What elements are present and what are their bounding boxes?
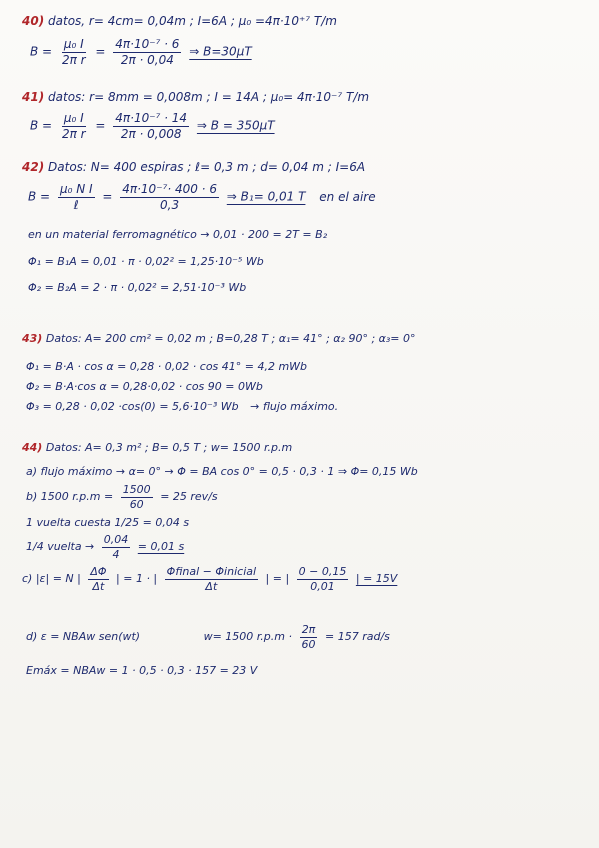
c-mid2: | = | <box>265 572 290 586</box>
problem-43-phi1: Φ₁ = B·A · cos α = 0,28 · 0,02 · cos 41° = 4,2 mWb <box>26 360 308 373</box>
problem-40-equation <box>30 38 599 66</box>
b-rhs: = 25 rev/s <box>160 490 218 504</box>
fraction-denominator: 2π r <box>61 52 86 67</box>
problem-42-given-line <box>22 160 599 174</box>
problem-43-given: Datos: A= 200 cm² = 0,02 m ; B=0,28 T ; α₁= 41° ; α₂ 90° ; α₃= 0° <box>45 332 416 345</box>
problem-43-phi3-note: → flujo máximo. <box>250 400 339 413</box>
fraction-denominator: 60 <box>129 497 144 511</box>
fraction <box>165 566 258 592</box>
problem-42-result-note: en el aire <box>319 189 376 204</box>
fraction-denominator: 2π · 0,008 <box>120 126 182 141</box>
cuarto-rhs: = 0,01 s <box>137 540 185 554</box>
cuarto-lhs: 1/4 vuelta → <box>26 540 95 554</box>
problem-42-phi1: Φ₁ = B₁A = 0,01 · π · 0,02² = 1,25·10⁻⁵ Wb <box>28 255 264 268</box>
fraction-denominator: 0,3 <box>160 197 180 212</box>
fraction-numerator: 1500 <box>122 483 151 496</box>
equals-sign: = <box>95 44 106 59</box>
problem-44-d-line <box>26 624 599 650</box>
problem-44-d: d) ε = NBAw sen(wt) <box>26 630 141 644</box>
fraction-numerator: μ₀ N I <box>59 182 93 196</box>
fraction-denominator: 0,01 <box>310 579 335 593</box>
fraction-numerator: 0 − 0,15 <box>298 565 347 578</box>
fraction-numerator: ΔΦ <box>90 565 107 578</box>
problem-41-equation <box>30 112 599 140</box>
fraction-numerator: 4π·10⁻⁷· 400 · 6 <box>122 182 217 196</box>
fraction-denominator: 4 <box>112 547 120 561</box>
equation-lhs: B = <box>30 118 53 133</box>
problem-44-emax: Emáx = NBAw = 1 · 0,5 · 0,3 · 157 = 23 V <box>26 664 258 677</box>
problem-43-label: 43) <box>22 332 43 345</box>
fraction-numerator: μ₀ I <box>63 37 84 51</box>
problem-41-given-line <box>22 90 599 104</box>
problem-42-given: Datos: N= 400 espiras ; ℓ= 0,3 m ; d= 0,04 m ; I=6A <box>48 160 366 174</box>
fraction-numerator: μ₀ I <box>63 111 84 125</box>
fraction <box>120 183 219 211</box>
fraction <box>297 566 349 592</box>
fraction-denominator: Δt <box>205 579 218 593</box>
equation-lhs: B = <box>28 189 51 204</box>
problem-42-phi2: Φ₂ = B₂A = 2 · π · 0,02² = 2,51·10⁻³ Wb <box>28 281 247 294</box>
equation-lhs: B = <box>30 44 53 59</box>
problem-40-given: datos, r= 4cm= 0,04m ; I=6A ; μ₀ =4π·10⁺⁷ T/m <box>48 14 337 28</box>
problem-43-phi3-line <box>26 400 599 413</box>
fraction-numerator: 0,04 <box>103 533 129 546</box>
fraction <box>88 566 108 592</box>
fraction-denominator: 60 <box>301 637 316 651</box>
fraction-numerator: 4π·10⁻⁷ · 6 <box>115 37 180 51</box>
problem-41-label: 41) <box>22 90 45 104</box>
w-rhs: = 157 rad/s <box>325 630 390 644</box>
c-lhs: c) |ε| = N | <box>22 572 81 586</box>
fraction <box>300 624 318 650</box>
fraction <box>60 112 88 140</box>
fraction <box>113 38 181 66</box>
problem-44-cuarto <box>26 534 599 560</box>
problem-44-given: Datos: A= 0,3 m² ; B= 0,5 T ; w= 1500 r.p.m <box>45 441 293 454</box>
fraction-denominator: ℓ <box>73 197 79 212</box>
fraction-numerator: 2π <box>301 623 316 636</box>
problem-40-label: 40) <box>22 14 45 28</box>
fraction <box>60 38 88 66</box>
equals-sign: = <box>102 189 113 204</box>
problem-44-b <box>26 484 599 510</box>
equals-sign: = <box>95 118 106 133</box>
fraction-numerator: 4π·10⁻⁷ · 14 <box>115 111 188 125</box>
problem-44-given-line <box>22 441 599 454</box>
problem-41-result: ⇒ B = 350μT <box>196 118 275 133</box>
w-lhs: w= 1500 r.p.m · <box>203 630 292 644</box>
fraction-denominator: 2π r <box>61 126 86 141</box>
problem-42-equation <box>28 183 599 211</box>
c-rhs: | = 15V <box>355 572 398 586</box>
problem-40-result: ⇒ B=30μT <box>189 44 252 59</box>
problem-41-given: datos: r= 8mm = 0,008m ; I = 14A ; μ₀= 4π·10⁻⁷ T/m <box>48 90 370 104</box>
problem-44-c <box>22 566 599 592</box>
problem-42-result: ⇒ B₁= 0,01 T <box>226 189 306 204</box>
c-mid: | = 1 · | <box>116 572 158 586</box>
problem-43-given-line <box>22 332 599 345</box>
fraction <box>113 112 189 140</box>
fraction-numerator: Φfinal − Φinicial <box>166 565 257 578</box>
problem-40-given-line <box>22 14 599 28</box>
fraction <box>121 484 153 510</box>
problem-43-phi3: Φ₃ = 0,28 · 0,02 ·cos(0) = 5,6·10⁻³ Wb <box>26 400 239 413</box>
problem-44-label: 44) <box>22 441 43 454</box>
fraction <box>102 534 131 560</box>
fraction <box>58 183 95 211</box>
b-lhs: b) 1500 r.p.m = <box>26 490 114 504</box>
fraction-denominator: 2π · 0,04 <box>120 52 174 67</box>
problem-42-ferro-line: en un material ferromagnético → 0,01 · 200 = 2T = B₂ <box>28 228 328 241</box>
problem-43-phi2: Φ₂ = B·A·cos α = 0,28·0,02 · cos 90 = 0Wb <box>26 380 263 393</box>
fraction-denominator: Δt <box>92 579 105 593</box>
problem-42-label: 42) <box>22 160 45 174</box>
problem-44-a: a) flujo máximo → α= 0° → Φ = BA cos 0° = 0,5 · 0,3 · 1 ⇒ Φ= 0,15 Wb <box>26 465 418 478</box>
problem-44-vuelta: 1 vuelta cuesta 1/25 = 0,04 s <box>26 516 190 529</box>
